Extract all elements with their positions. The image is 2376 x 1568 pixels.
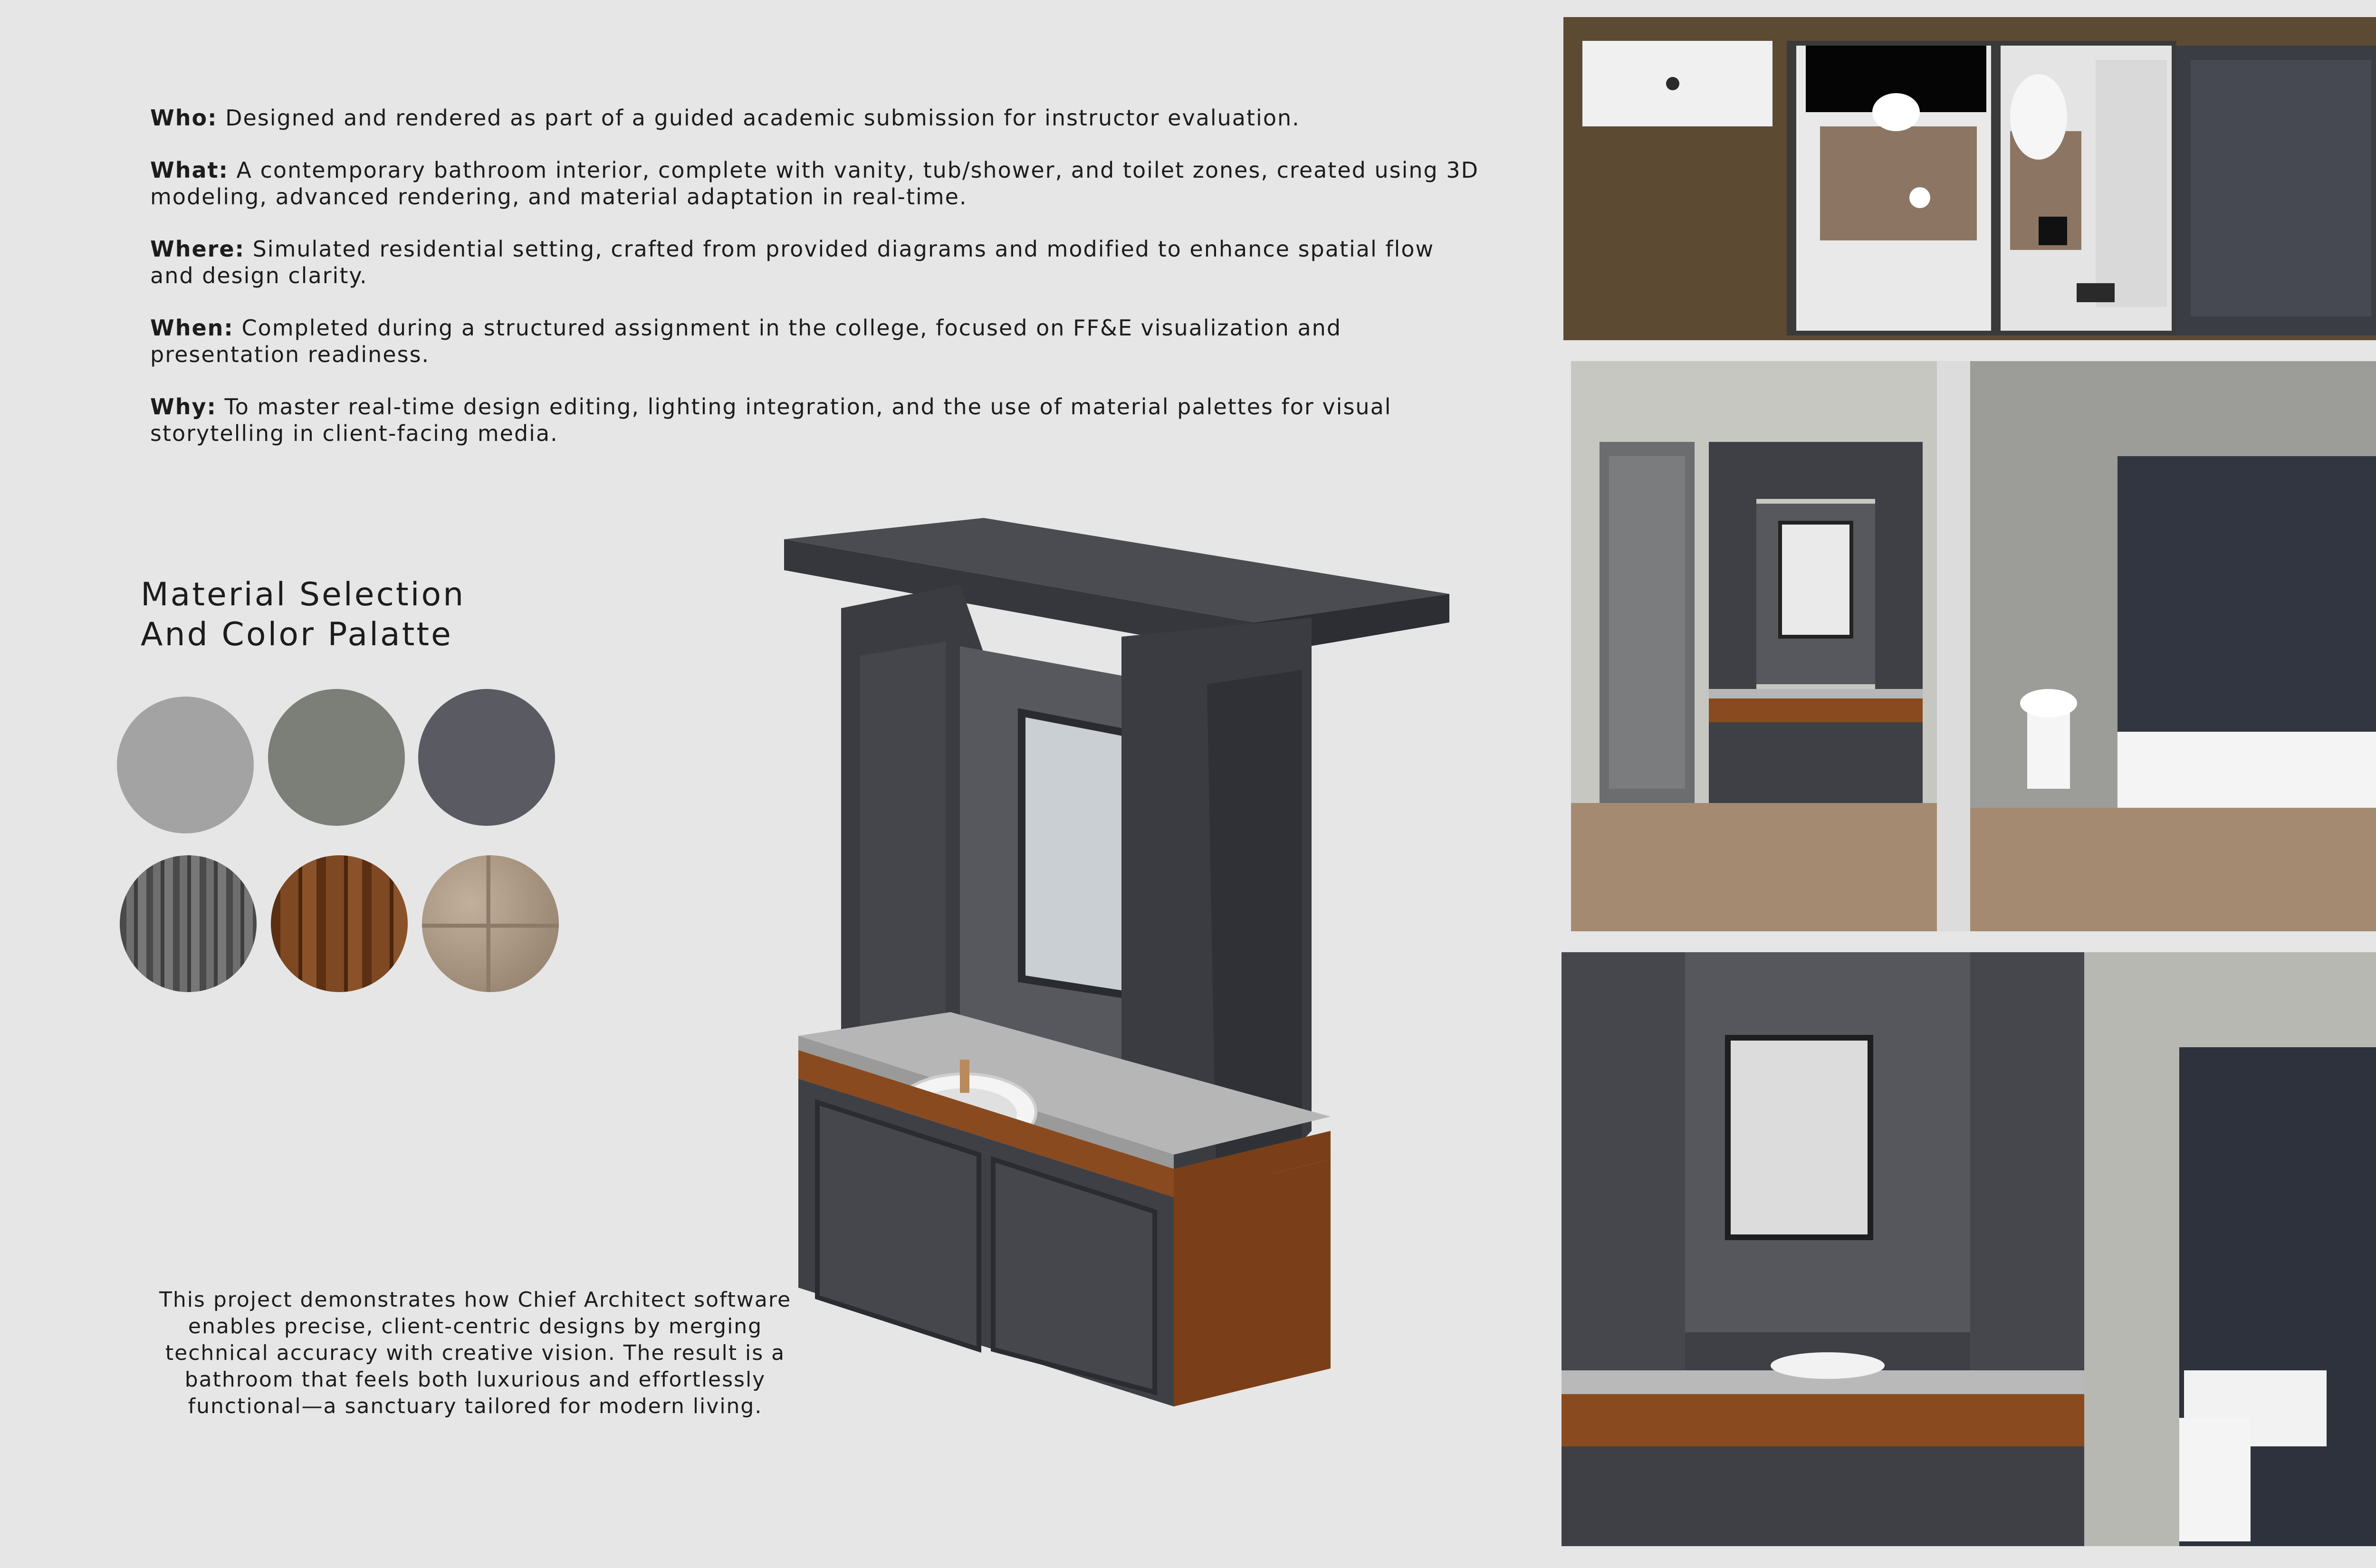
- palette-title: [141, 575, 465, 655]
- why-paragraph: Why: To master real-time design editing, lighting integration, and the use of material palettes for visual storytelling in client-facing media.: [150, 394, 1392, 446]
- where-paragraph: Where: Simulated residential setting, crafted from provided diagrams and modified to enhance spatial flow and design clarity.: [150, 236, 1435, 288]
- elevation-render: [1571, 361, 2376, 931]
- who-paragraph: Who: Designed and rendered as part of a guided academic submission for instructor evaluation.: [150, 105, 1300, 131]
- perspective-render: [1562, 952, 2376, 1546]
- swatch-charcoal: [418, 689, 555, 826]
- swatch-gray-woodgrain: [120, 855, 257, 992]
- palette-title-line-1: Material Selection: [141, 576, 466, 613]
- vanity-rendering: [779, 513, 1459, 1487]
- project-summary: This project demonstrates how Chief Architect software enables precise, client-centric designs by merging technical accuracy with creative vision. The result is a bathroom that feels both luxurious and effortlessly functional—a sanctuary tailored for modern living.: [159, 1288, 792, 1418]
- palette-title-line-2: And Color Palatte: [141, 616, 453, 653]
- what-paragraph: What: A contemporary bathroom interior, complete with vanity, tub/shower, and toilet zones, created using 3D modeling, advanced rendering, and material adaptation in real-time.: [150, 157, 1479, 210]
- when-paragraph: When: Completed during a structured assignment in the college, focused on FF&E visualization and presentation readiness.: [150, 315, 1342, 367]
- overhead-plan-render: [1563, 17, 2376, 340]
- swatch-light-gray: [117, 697, 254, 833]
- swatch-walnut-wood: [271, 855, 408, 992]
- intro-text: [150, 105, 1481, 472]
- swatch-sage-gray: [268, 689, 405, 826]
- swatch-beige-tile: [422, 855, 559, 992]
